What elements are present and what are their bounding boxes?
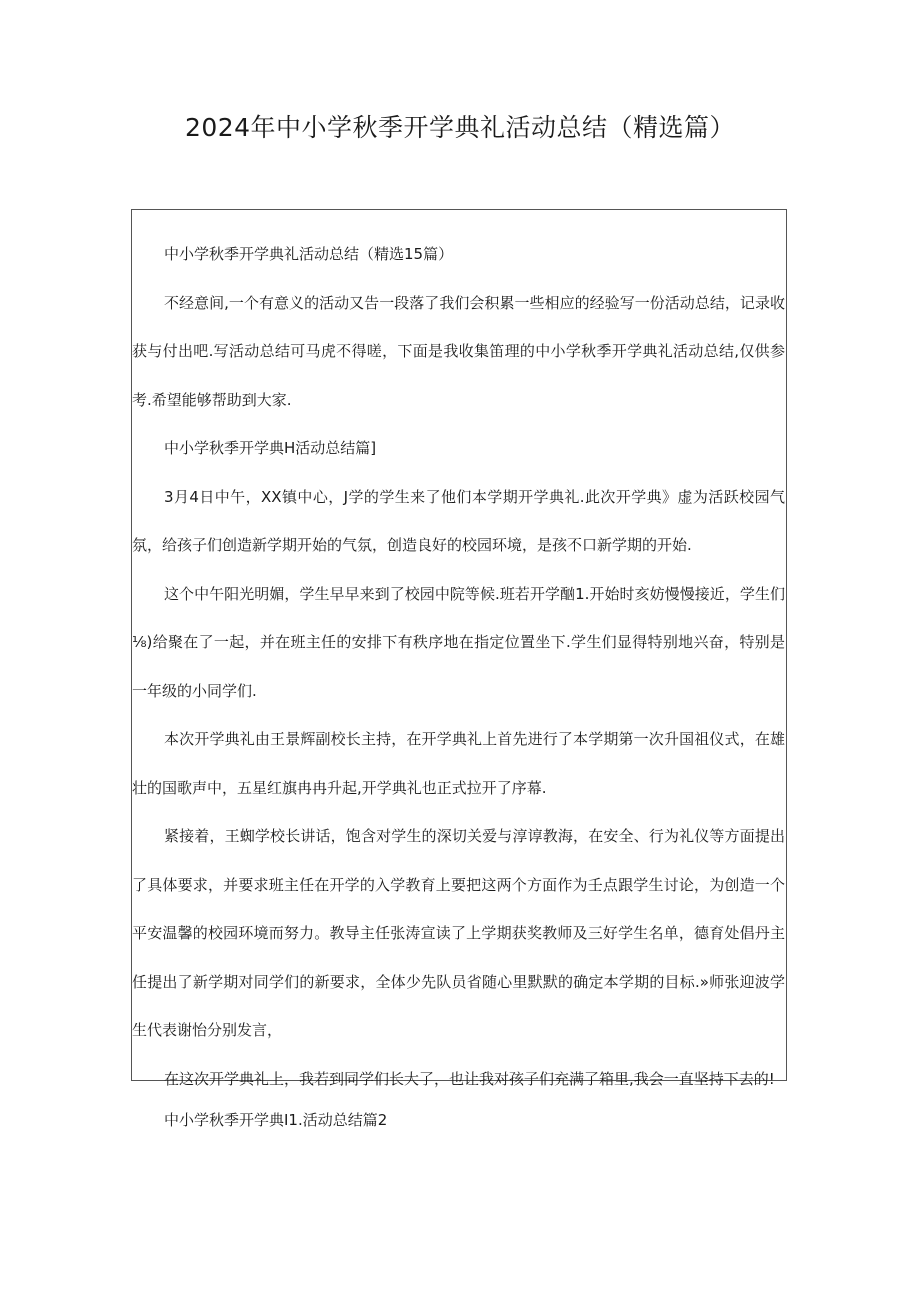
body-paragraph-3: 本次开学典礼由王景辉副校长主持，在开学典礼上首先进行了本学期第一次升国祖仪式，在雄壮的国歌声中，五星红旗冉冉升起,开学典礼也正式拉开了序幕. [132, 730, 785, 797]
body-paragraph-5: 在这次开学典礼上，我若到同学们长大了，也让我对孩子们充满了箱里,我会一直坚持下去的! [164, 1069, 775, 1088]
section-heading-part2: 中小学秋季开学典I1.活动总结篇2 [164, 1111, 388, 1129]
body-paragraph-2: 这个中午阳光明媚，学生早早来到了校园中院等候.班若开学酗1.开始时亥妨慢慢接近，学生们⅛)给聚在了一起，并在班主任的安排下有秩序地在指定位置坐下.学生们显得特别地兴奋，特别是一年级的小同学们. [132, 584, 785, 700]
body-paragraph-1: 3月4日中午，XX镇中心，J学的学生来了他们本学期开学典礼.此次开学典》虚为活跃校园气氛，给孩子们创造新学期开始的气氛，创造良好的校园环境，是孩不口新学期的开始. [132, 487, 785, 554]
document-title: 2024年中小学秋季开学典礼活动总结（精选篇） [184, 113, 736, 142]
section-heading-selected: 中小学秋季开学典礼活动总结（精选15篇） [164, 245, 454, 263]
body-paragraph-4: 紧接着，王蜘学校长讲话，饱含对学生的深切关爱与淳谆教海，在安全、行为礼仪等方面提出了具体要求，并要求班主任在开学的入学教育上要把这两个方面作为壬点跟学生讨论，为创造一个平安温馨的校园环境而努力。教导主任张涛宣读了上学期获奖教师及三好学生名单，德育处倡丹主任提出了新学期对同学们的新要求，全体少先队员省随心里默默的确定本学期的目标.»师张迎波学生代表谢怡分别发言， [132, 827, 785, 1039]
section-heading-part1: 中小学秋季开学典H活动总结篇] [164, 439, 377, 457]
summary-content-box [131, 209, 787, 1088]
intro-paragraph: 不经意间,一个有意义的活动又告一段落了我们会积累一些相应的经验写一份活动总结，记录收获与付出吧.写活动总结可马虎不得嗟，下面是我收集笛理的中小学秋季开学典礼活动总结,仅供参考.希望能够帮助到大家. [132, 293, 785, 409]
